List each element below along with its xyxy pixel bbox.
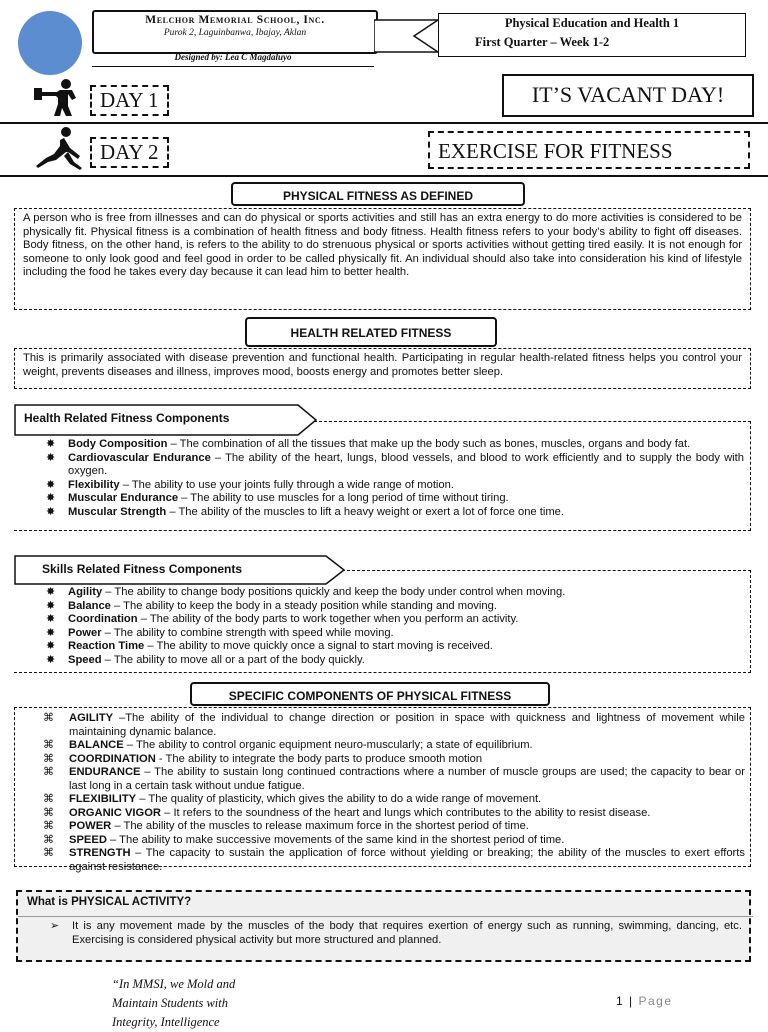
health-components-tab	[14, 404, 318, 436]
physical-activity-title: What is PHYSICAL ACTIVITY?	[27, 896, 192, 908]
health-components-list	[14, 438, 744, 519]
health-related-text: This is primarily associated with disease prevention and functional health. Participating in regular health-related fitness helps you control your weight, prevents diseases and illness, improves mood, boosts energy and promotes better sleep.	[23, 352, 742, 378]
list-item: ✸ Muscular Endurance – The ability to use muscles for a long period of time without tiring.	[46, 492, 509, 504]
divider	[0, 122, 768, 124]
weightlifter-icon	[32, 76, 86, 116]
page-number: 1 | Page	[616, 994, 673, 1008]
list-item: ⌘ AGILITY –The ability of the individual to change direction or position in space with quickness and lightness of movement while maintaining dynamic balance.	[43, 712, 745, 738]
list-item: ⌘ COORDINATION - The ability to integrate the body parts to produce smooth motion	[43, 752, 483, 765]
divider	[0, 175, 768, 177]
lunge-stretch-icon	[36, 126, 86, 170]
physical-fitness-panel	[14, 208, 751, 310]
day1-label: DAY 1	[90, 85, 169, 116]
school-motto: “In MMSI, we Mold and Maintain Students with Integrity, Intelligence	[112, 977, 236, 1029]
quarter-week: First Quarter – Week 1-2	[475, 35, 610, 49]
health-related-panel	[14, 348, 751, 389]
list-item: ✸ Body Composition – The combination of all the tissues that make up the body such as bones, muscles, organs and body fat.	[46, 438, 691, 450]
physical-activity-text: It is any movement made by the muscles of the body that requires exertion of energy such as running, swimming, dancing, etc. Exercising is considered physical activity but more structured and planned.	[72, 920, 742, 946]
health-components-title: Health Related Fitness Components	[24, 411, 230, 425]
arrow-bullet-icon: ➢	[50, 920, 60, 932]
specific-components-list	[15, 712, 745, 874]
vacant-day-notice: IT’S VACANT DAY!	[502, 74, 754, 117]
school-info-box	[92, 10, 378, 54]
subject-box	[438, 13, 746, 57]
list-item: ✸ Balance – The ability to keep the body in a steady position while standing and moving.	[46, 599, 497, 612]
school-address: Purok 2, Laguinbanwa, Ibajay, Aklan	[163, 28, 307, 38]
section-title-health-related: HEALTH RELATED FITNESS	[245, 317, 497, 347]
designed-by: Designed by: Lea C Magdaluyo	[174, 52, 292, 62]
specific-components-panel	[14, 707, 751, 873]
divider	[342, 570, 751, 571]
list-item: ✸ Agility – The ability to change body positions quickly and keep the body under control when moving.	[46, 586, 566, 598]
divider	[92, 66, 374, 67]
school-name: Melchor Memorial School, Inc.	[145, 14, 325, 26]
divider	[314, 421, 751, 422]
list-item: ⌘ ENDURANCE – The ability to sustain long continued contractions where a number of muscle groups are used; the capacity to bear or last long in a certain task without undue fatigue.	[43, 766, 745, 792]
health-components-panel	[14, 421, 751, 531]
list-item: ✸ Reaction Time – The ability to move quickly once a signal to start moving is received.	[46, 640, 493, 652]
subject-title: Physical Education and Health 1	[504, 16, 680, 30]
list-item: ✸ Cardiovascular Endurance – The ability of the heart, lungs, blood vessels, and blood to work efficiently and to supply the body with oxygen.	[46, 451, 744, 477]
list-item: ⌘ BALANCE – The ability to control organic equipment neuro-muscularly; a state of equilibrium.	[43, 739, 533, 751]
day2-label: DAY 2	[90, 137, 169, 168]
list-item: ✸ Coordination – The ability of the body parts to work together when you perform an activity.	[46, 613, 519, 625]
list-item: ⌘ ORGANIC VIGOR – It refers to the soundness of the heart and lungs which contributes to the ability to resist disease.	[43, 806, 651, 819]
skills-components-title: Skills Related Fitness Components	[42, 562, 243, 576]
list-item: ⌘ POWER – The ability of the muscles to release maximum force in the shortest period of time.	[43, 820, 529, 832]
skills-components-tab	[14, 555, 346, 585]
list-item: ⌘ STRENGTH – The capacity to sustain the application of force without yielding or breaking; the ability of the muscles to exert efforts against resistance.	[43, 847, 745, 873]
list-item: ⌘ FLEXIBILITY – The quality of plasticity, which gives the ability to do a wide range of movement.	[43, 793, 542, 805]
divider	[18, 916, 753, 917]
physical-activity-panel	[16, 890, 751, 962]
list-item: ⌘ SPEED – The ability to make successive movements of the same kind in the shortest period of time.	[43, 833, 565, 846]
ribbon-banner-icon	[374, 16, 438, 56]
list-item: ✸ Power – The ability to combine strength with speed while moving.	[46, 626, 394, 639]
list-item: ✸ Speed – The ability to move all or a part of the body quickly.	[46, 653, 365, 666]
section-title-physical-fitness: PHYSICAL FITNESS AS DEFINED	[231, 182, 525, 206]
list-item: ✸ Muscular Strength – The ability of the muscles to lift a heavy weight or exert a lot of force one time.	[46, 505, 564, 518]
list-item: ✸ Flexibility – The ability to use your joints fully through a wide range of motion.	[46, 478, 454, 491]
physical-fitness-text: A person who is free from illnesses and can do physical or sports activities and still has an extra energy to do more activities is considered to be physically fit. Physical fitness is a combination of health fitness and body fitness. Health fitness refers to your body’s ability to fight off diseases. Body fitness, on the other hand, is refers to the ability to do strenuous physical or sports activities without getting tired easily. It is not enough for someone to only look good and feel good in order to be called physically fit. An individual should also take into consideration his kind of lifestyle including the food he takes every day because it can lead him to better health.	[23, 212, 742, 278]
section-title-specific-components: SPECIFIC COMPONENTS OF PHYSICAL FITNESS	[190, 682, 550, 706]
skills-components-list	[14, 586, 744, 667]
skills-components-panel	[14, 570, 751, 673]
school-logo	[18, 11, 82, 75]
day2-topic: EXERCISE FOR FITNESS	[428, 131, 750, 169]
